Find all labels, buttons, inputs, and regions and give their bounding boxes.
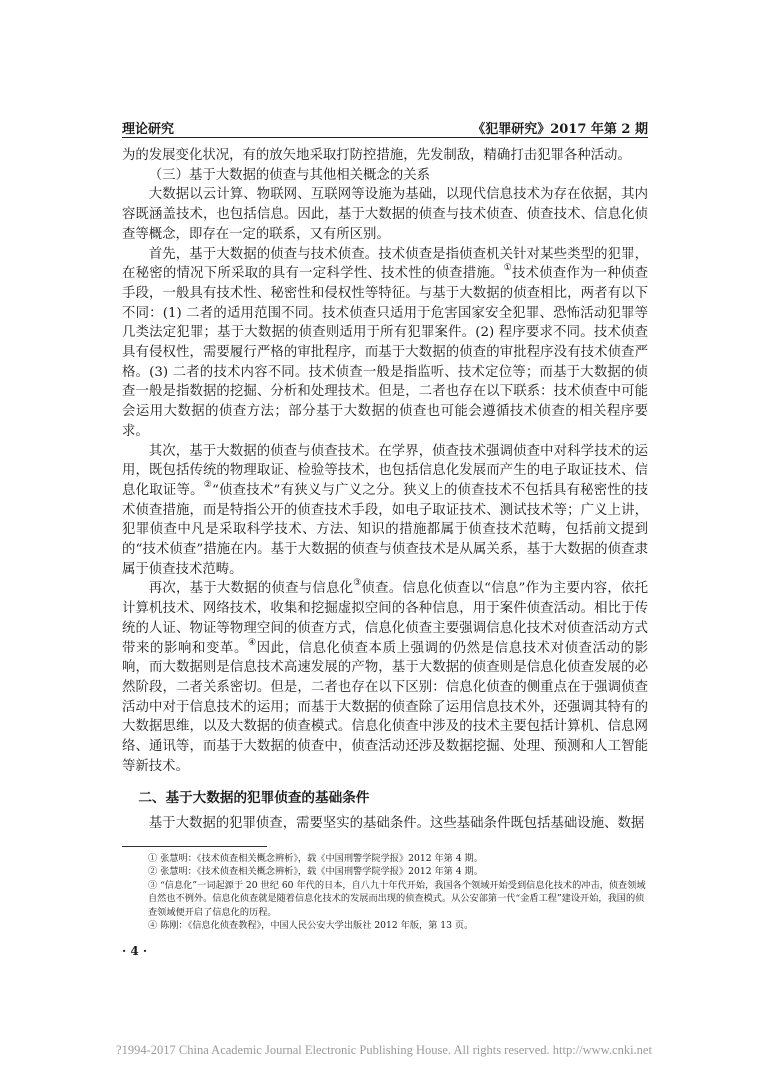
paragraph	[122, 245, 648, 442]
copyright-footer: ?1994-2017 China Academic Journal Electronic Publishing House. All rights reserved. http://www.cnki.net	[116, 1043, 652, 1057]
header-divider	[122, 137, 648, 138]
subsection-heading: （三）基于大数据的侦查与其他相关概念的关系	[148, 167, 430, 183]
paragraph-text: 侦查。信息化侦查以“信息”作为主要内容，依托计算机技术、网络技术，收集和挖掘虚拟空间的各种信息，用于案件侦查活动。相比于传统的人证、物证等物理空间的侦查方式，信息化侦查主要强调信息化技术对侦查活动方式带来的影响和变革。	[122, 581, 648, 656]
paragraph	[122, 579, 648, 776]
paragraph-text: 首先，基于大数据的侦查与技术侦查。技术侦查是指侦查机关针对某些类型的犯罪，在秘密的情况下所采取的具有一定科学性、技术性的侦查措施。	[122, 246, 648, 282]
paragraph: 大数据以云计算、物联网、互联网等设施为基础，以现代信息技术为存在依据，其内容既涵盖技术，也包括信息。因此，基于大数据的侦查与技术侦查、侦查技术、信息化侦查等概念，即存在一定的联系，又有所区别。	[122, 187, 648, 242]
footnote-ref: ④	[247, 637, 257, 648]
paragraph-text: “侦查技术”有狭义与广义之分。狭义上的侦查技术不包括具有秘密性的技术侦查措施，而是特指公开的侦查技术手段，如电子取证技术、测试技术等；广义上讲，犯罪侦查中凡是采取科学技术、方法、知识的措施都属于侦查技术范畴，包括前文提到的“技术侦查”措施在内。基于大数据的侦查与侦查技术是从属关系，基于大数据的侦查隶属于侦查技术范畴。	[122, 482, 648, 577]
header-journal-issue: 《犯罪研究》2017 年第 2 期	[472, 122, 648, 137]
paragraph-text: 因此，信息化侦查本质上强调的仍然是信息技术对侦查活动的影响，而大数据则是信息技术高速发展的产物，基于大数据的侦查则是信息化侦查发展的必然阶段，二者关系密切。但是，二者也存在以下区别：信息化侦查的侧重点在于强调侦查活动中对于信息技术的运用；而基于大数据的侦查除了运用信息技术外，还强调其特有的大数据思维，以及大数据的侦查模式。信息化侦查中涉及的技术主要包括计算机、信息网络、通讯等，而基于大数据的侦查中，侦查活动还涉及数据挖掘、处理、预测和人工智能等新技术。	[122, 640, 649, 774]
paragraph-text: 再次，基于大数据的侦查与信息化	[148, 581, 354, 597]
article-body	[122, 146, 648, 834]
footnote-ref: ②	[203, 479, 212, 490]
paragraph	[122, 442, 648, 580]
footnote-ref: ③	[353, 578, 362, 589]
header-section-label: 理论研究	[122, 122, 175, 137]
footnotes	[122, 852, 648, 932]
running-header	[122, 118, 648, 137]
footnote: ① 张慧明：《技术侦查相关概念辨析》，载《中国刑警学院学报》2012 年第 4 期。	[148, 853, 483, 864]
section-heading: 二、基于大数据的犯罪侦查的基础条件	[138, 789, 370, 806]
paragraph-text: 技术侦查作为一种侦查手段，一般具有技术性、秘密性和侵权性等特征。与基于大数据的侦查相比，两者有以下不同：(1) 二者的适用范围不同。技术侦查只适用于危害国家安全犯罪、恐怖活动犯罪等几类法定犯罪；基于大数据的侦查则适用于所有犯罪案件。(2) 程序要求不同。技术侦查具有侵权性，需要履行严格的审批程序，而基于大数据的侦查的审批程序没有技术侦查严格。(3) 二者的技术内容不同。技术侦查一般是指监听、技术定位等；而基于大数据的侦查一般是指数据的挖掘、分析和处理技术。但是，二者也存在以下联系：技术侦查中可能会运用大数据的侦查方法；部分基于大数据的侦查也可能会遵循技术侦查的相关程序要求。	[122, 266, 648, 439]
footnote: ② 张慧明：《技术侦查相关概念辨析》，载《中国刑警学院学报》2012 年第 4 期。	[148, 866, 483, 878]
paragraph-text: 其次，基于大数据的侦查与侦查技术。在学界，侦查技术强调侦查中对科学技术的运用，既包括传统的物理取证、检验等技术，也包括信息化发展而产生的电子取证技术、信息化取证等。	[122, 443, 648, 498]
footnote-ref: ①	[503, 263, 512, 274]
paragraph-continued: 为的发展变化状况，有的放矢地采取打防控措施，先发制敌，精确打击犯罪各种活动。	[122, 148, 631, 163]
paragraph: 基于大数据的犯罪侦查，需要坚实的基础条件。这些基础条件既包括基础设施、数据	[148, 816, 645, 832]
footnote: ④ 陈刚：《信息化侦查教程》，中国人民公安大学出版社 2012 年版，第 13 页。	[148, 920, 474, 932]
footnote: ③ “信息化”一词起源于 20 世纪 60 年代的日本，自八九十年代开始，我国各个领域开始受到信息化技术的冲击，侦查领域自然也不例外。信息化侦查就是随着信息化技术的发展而出现的侦查模式。从公安部第一代“金盾工程”建设开始，我国的侦查领域便开启了信息化的历程。	[148, 879, 646, 918]
page-number: · 4 ·	[122, 944, 148, 958]
footnote-divider	[122, 846, 267, 847]
